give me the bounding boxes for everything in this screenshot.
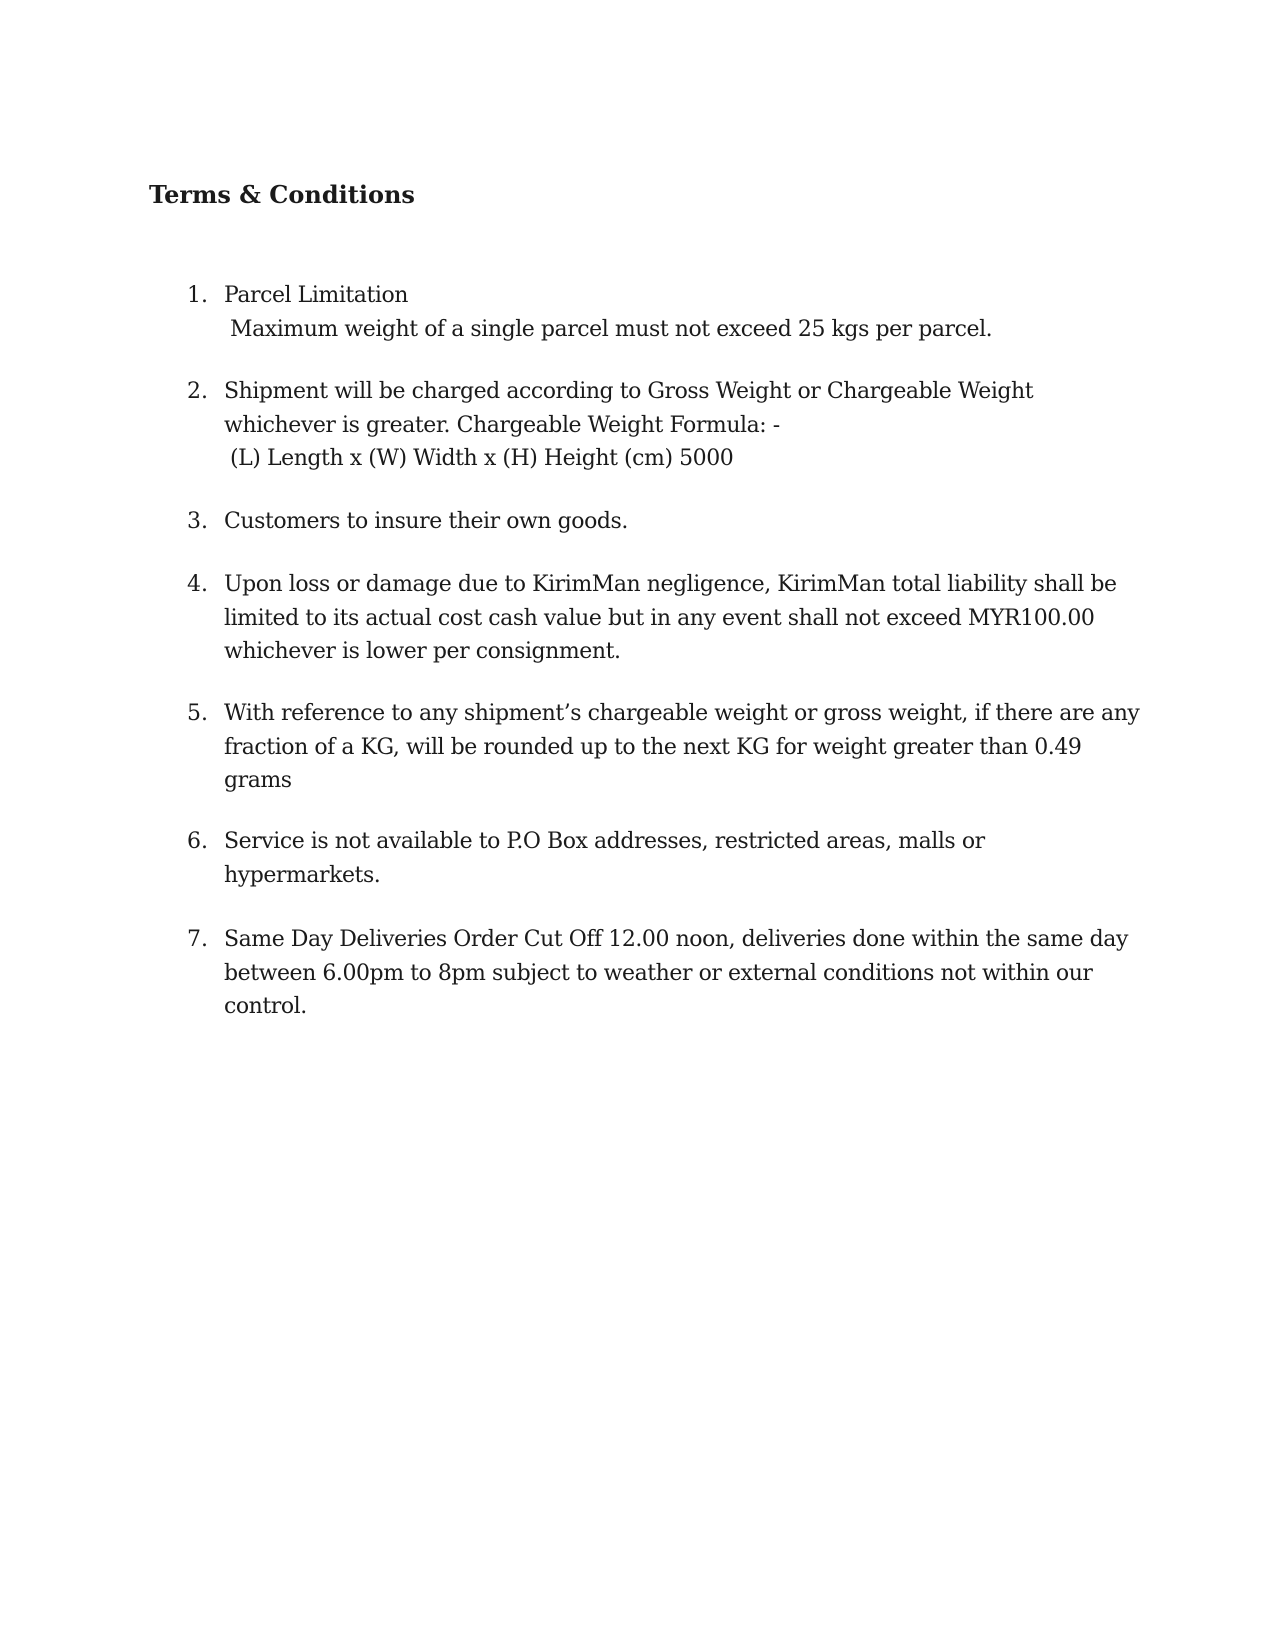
text-line: Same Day Deliveries Order Cut Off 12.00 noon, deliveries done within the same day (224, 927, 1128, 952)
list-item-number: 3. (187, 509, 208, 534)
text-line: fraction of a KG, will be rounded up to the next KG for weight greater than 0.49 (224, 734, 1082, 760)
list-item-number: 5. (187, 701, 208, 726)
list-item-text (224, 923, 1128, 1024)
page-title: Terms & Conditions (149, 180, 415, 209)
list-item-text (224, 568, 1124, 669)
text-line: (L) Length x (W) Width x (H) Height (cm) 5000 (230, 446, 734, 471)
text-line: hypermarkets. (224, 862, 381, 888)
list-item-text (224, 279, 1124, 346)
list-item-text (224, 505, 1124, 539)
list-item-number: 4. (187, 572, 208, 597)
list-item-number: 7. (187, 927, 208, 952)
text-line: whichever is lower per consignment. (224, 639, 621, 664)
text-line: whichever is greater. Chargeable Weight Formula: - (224, 412, 780, 438)
text-line: Customers to insure their own goods. (224, 509, 628, 534)
list-item-number: 2. (187, 379, 208, 404)
list-item-text (224, 697, 1140, 798)
text-line: Shipment will be charged according to Gross Weight or Chargeable Weight (224, 379, 1034, 404)
text-line: limited to its actual cost cash value but in any event shall not exceed MYR100.00 (224, 605, 1095, 631)
list-item-text (224, 825, 1124, 892)
text-line: With reference to any shipment’s chargeable weight or gross weight, if there are any (224, 701, 1140, 726)
list-item-number: 6. (187, 829, 208, 854)
text-line: Upon loss or damage due to KirimMan negligence, KirimMan total liability shall be (224, 572, 1117, 597)
text-line: control. (224, 994, 307, 1019)
text-line: Service is not available to P.O Box addresses, restricted areas, malls or (224, 829, 985, 854)
text-line: Maximum weight of a single parcel must not exceed 25 kgs per parcel. (230, 316, 993, 342)
text-line: between 6.00pm to 8pm subject to weather or external conditions not within our (224, 960, 1093, 986)
text-line: grams (224, 768, 292, 793)
list-item-text (224, 375, 1124, 476)
text-line: Parcel Limitation (224, 283, 408, 308)
list-item-number: 1. (187, 283, 208, 308)
